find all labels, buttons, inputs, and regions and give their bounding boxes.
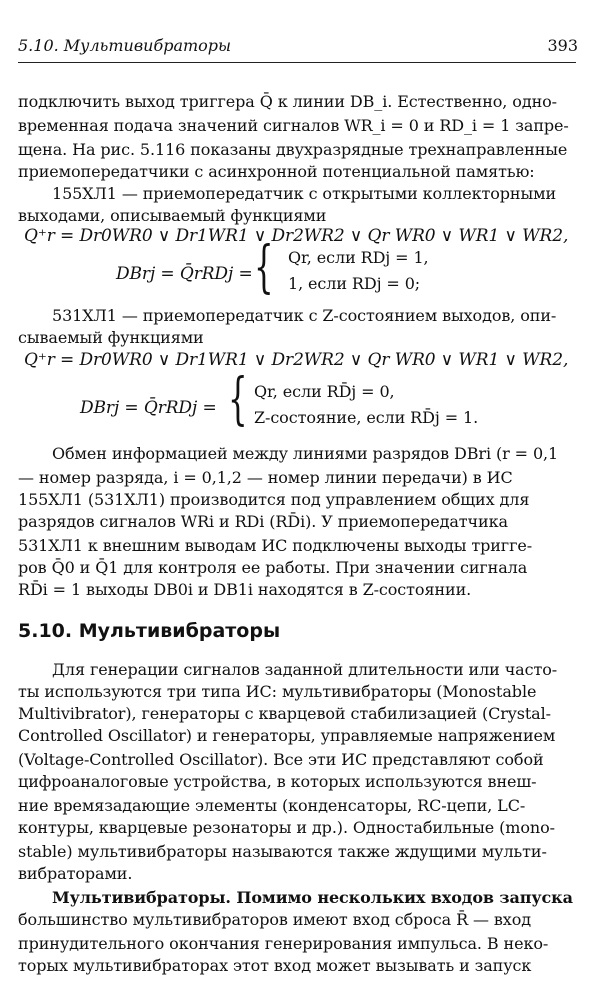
text-line: Multivibrator), генераторы с кварцевой стабилизацией (Crystal- [18,704,551,723]
text-line: Обмен информацией между линиями разрядов DBri (r = 0,1 [52,444,559,463]
text-line: 155ХЛ1 — приемопередатчик с открытыми коллекторными [52,184,557,203]
header-rule [18,62,576,63]
brace: { [254,235,274,300]
equation: Q⁺r = Dr0WR0 ∨ Dr1WR1 ∨ Dr2WR2 ∨ Qr WR0 ∨ WR1 ∨ WR2, [24,226,569,246]
case-line: Qr, если RD̄j = 0, [254,382,395,401]
text-line: разрядов сигналов WRi и RDi (RD̄i). У приемопередатчика [18,512,508,531]
equation-lhs: DBrj = Q̄rRDj = [116,264,253,284]
text-line: подключить выход триггера Q̄ к линии DB_i. Естественно, одно- [18,92,557,111]
text-line: 155ХЛ1 (531ХЛ1) производится под управлением общих для [18,490,530,509]
text-line: цифроаналоговые устройства, в которых используются внеш- [18,772,537,791]
running-head: 5.10. Мультивибраторы [18,36,232,55]
text-line: большинство мультивибраторов имеют вход сброса R̄ — вход [18,910,532,929]
case-line: Z-состояние, если RD̄j = 1. [254,408,479,427]
text-line: контуры, кварцевые резонаторы и др.). Одностабильные (mono- [18,818,555,837]
case-line: 1, если RDj = 0; [288,274,421,293]
text-line: — номер разряда, i = 0,1,2 — номер линии передачи) в ИС [18,468,513,487]
text-line: (Voltage-Controlled Oscillator). Все эти ИС представляют собой [18,750,544,769]
text-line: 531ХЛ1 к внешним выводам ИС подключены выходы тригге- [18,536,533,555]
text-line: 531ХЛ1 — приемопередатчик с Z-состоянием выходов, опи- [52,306,557,325]
text-line: временная подача значений сигналов WR_i = 0 и RD_i = 1 запре- [18,116,569,135]
page-header [18,36,578,58]
text-line: Для генерации сигналов заданной длительности или часто- [52,660,558,679]
section-title: 5.10. Мультивибраторы [18,620,281,642]
text-line: ние времязадающие элементы (конденсаторы, RC-цепи, LC- [18,796,526,815]
text-line: RD̄i = 1 выходы DB0i и DB1i находятся в Z-состоянии. [18,580,472,599]
text-line: ты используются три типа ИС: мультивибраторы (Monostable [18,682,537,701]
brace: { [228,367,248,432]
text-line: stable) мультивибраторы называются также ждущими мульти- [18,842,547,861]
text-line: торых мультивибраторах этот вход может вызывать и запуск [18,956,532,975]
text-line: принудительного окончания генерирования импульса. В неко- [18,934,549,953]
text-line: щена. На рис. 5.116 показаны двухразрядные трехнаправленные [18,140,568,159]
text-line: приемопередатчики с асинхронной потенциальной памятью: [18,162,535,181]
text-line: вибраторами. [18,864,133,883]
text-line: Мультивибраторы. Помимо нескольких входов запуска [52,888,573,907]
case-line: Qr, если RDj = 1, [288,248,429,267]
equation-lhs: DBrj = Q̄rRDj = [80,398,217,418]
page-number: 393 [547,36,578,55]
text-line: выходами, описываемый функциями [18,206,327,225]
text-line: Controlled Oscillator) и генераторы, управляемые напряжением [18,726,556,745]
text-line: сываемый функциями [18,328,204,347]
equation: Q⁺r = Dr0WR0 ∨ Dr1WR1 ∨ Dr2WR2 ∨ Qr WR0 ∨ WR1 ∨ WR2, [24,350,569,370]
text-line: ров Q̄0 и Q̄1 для контроля ее работы. При значении сигнала [18,558,528,577]
